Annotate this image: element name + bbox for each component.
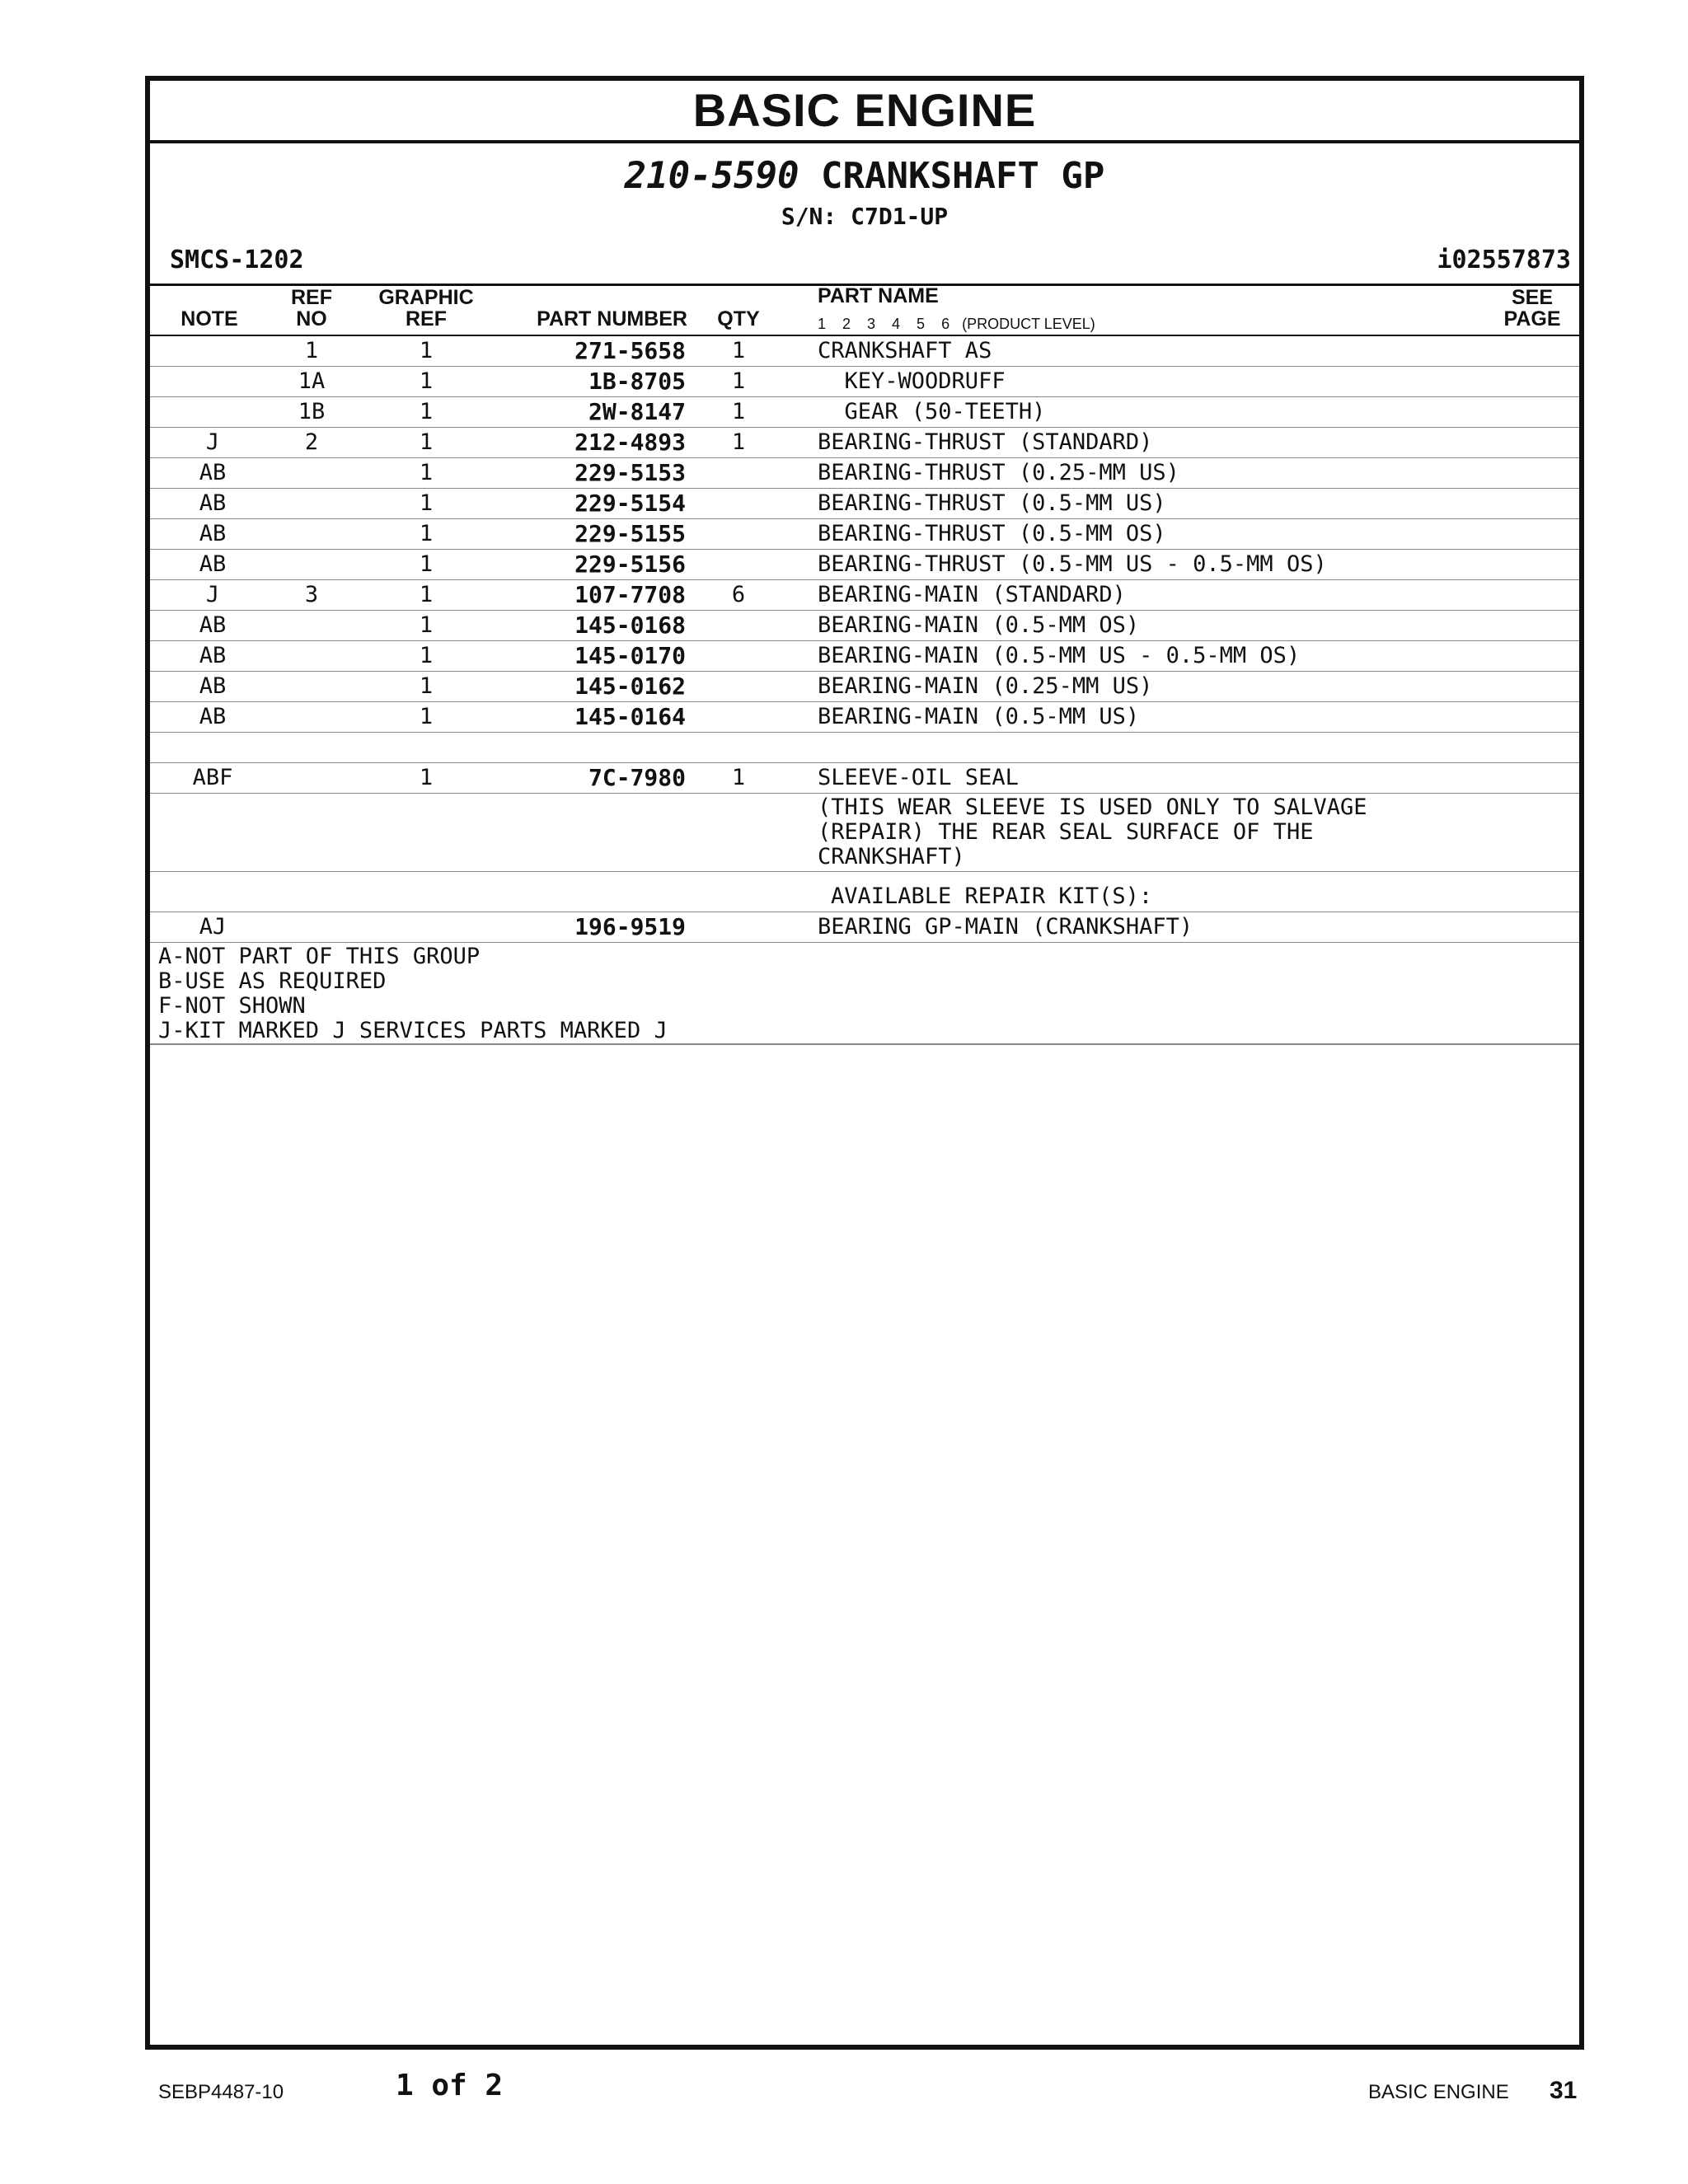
note-cell: AB bbox=[199, 612, 227, 638]
parts-table bbox=[150, 335, 1579, 1045]
part-number-cell: 145-0168 bbox=[574, 612, 686, 639]
section-title: BASIC ENGINE bbox=[150, 81, 1579, 143]
graphic-ref-cell: 1 bbox=[419, 399, 434, 424]
qty-cell: 1 bbox=[731, 429, 746, 455]
graphic-ref-cell: 1 bbox=[419, 460, 434, 485]
col-note: NOTE bbox=[181, 307, 238, 330]
note-cell: AB bbox=[199, 673, 227, 699]
table-row bbox=[150, 428, 1579, 458]
table-row bbox=[150, 397, 1579, 428]
illustration-id: i02557873 bbox=[1437, 246, 1571, 274]
part-number-cell: 212-4893 bbox=[574, 429, 686, 456]
kit-label: AVAILABLE REPAIR KIT(S): bbox=[831, 883, 1153, 909]
product-level: 1 2 3 4 5 6 (PRODUCT LEVEL) bbox=[818, 316, 1095, 332]
graphic-ref-cell: 1 bbox=[419, 429, 434, 455]
note-cell: J bbox=[205, 582, 220, 607]
note-cell: AB bbox=[199, 551, 227, 577]
part-name-cell: BEARING-MAIN (STANDARD) bbox=[818, 582, 1126, 607]
part-name-cell: KEY-WOODRUFF bbox=[818, 368, 1006, 394]
table-row bbox=[150, 336, 1579, 367]
note-cell: AB bbox=[199, 490, 227, 516]
doc-number: SEBP4487-10 bbox=[158, 2081, 284, 2103]
footnotes-row bbox=[150, 943, 1579, 1045]
serial-number: S/N: C7D1-UP bbox=[781, 203, 949, 230]
table-row bbox=[150, 458, 1579, 489]
graphic-ref-cell: 1 bbox=[419, 338, 434, 363]
graphic-ref-cell: 1 bbox=[419, 643, 434, 668]
page-frame bbox=[145, 76, 1584, 2050]
note-cell: AB bbox=[199, 460, 227, 485]
col-ref-no: REF NO bbox=[291, 286, 332, 330]
part-number-cell: 229-5156 bbox=[574, 551, 686, 578]
table-row bbox=[150, 367, 1579, 397]
ref-no-cell: 1A bbox=[298, 368, 326, 394]
note-cell: AB bbox=[199, 704, 227, 729]
sheet-indicator: 1 of 2 bbox=[396, 2069, 504, 2102]
part-name-cell: BEARING-THRUST (0.25-MM US) bbox=[818, 460, 1179, 485]
graphic-ref-cell: 1 bbox=[419, 551, 434, 577]
part-number-cell: 1B-8705 bbox=[588, 368, 686, 395]
part-number-cell: 145-0164 bbox=[574, 703, 686, 730]
group-title bbox=[150, 155, 1579, 197]
table-row bbox=[150, 611, 1579, 641]
note-cell: AB bbox=[199, 643, 227, 668]
graphic-ref-cell: 1 bbox=[419, 521, 434, 546]
graphic-ref-cell: 1 bbox=[419, 368, 434, 394]
col-graphic-ref: GRAPHIC REF bbox=[378, 286, 474, 330]
table-row bbox=[150, 672, 1579, 702]
ref-no-cell: 1B bbox=[298, 399, 326, 424]
part-name-cell: BEARING-THRUST (STANDARD) bbox=[818, 429, 1153, 455]
footnotes: A-NOT PART OF THIS GROUP B-USE AS REQUIRED F-NOT SHOWN J-KIT MARKED J SERVICES PARTS MARKED J bbox=[158, 944, 668, 1043]
table-row: ABF 1 7C-7980 1 SLEEVE-OIL SEAL bbox=[150, 763, 1579, 794]
qty-cell: 1 bbox=[731, 399, 746, 424]
graphic-ref-cell: 1 bbox=[419, 612, 434, 638]
part-name-cell: BEARING-MAIN (0.5-MM US - 0.5-MM OS) bbox=[818, 643, 1301, 668]
graphic-ref-cell: 1 bbox=[419, 582, 434, 607]
table-row bbox=[150, 519, 1579, 550]
table-row bbox=[150, 550, 1579, 580]
col-part-name: PART NAME bbox=[818, 284, 939, 307]
group-number: 210-5590 bbox=[624, 155, 799, 197]
note-cell: AB bbox=[199, 521, 227, 546]
page-number: 31 bbox=[1550, 2077, 1578, 2104]
col-see-page: SEE PAGE bbox=[1503, 286, 1561, 330]
table-row bbox=[150, 702, 1579, 733]
part-number-cell: 145-0162 bbox=[574, 673, 686, 700]
table-row bbox=[150, 641, 1579, 672]
part-name-cell: BEARING-MAIN (0.5-MM OS) bbox=[818, 612, 1140, 638]
part-name-cell: BEARING-MAIN (0.25-MM US) bbox=[818, 673, 1153, 699]
kit-label-row bbox=[150, 872, 1579, 912]
part-number-cell: 271-5658 bbox=[574, 337, 686, 364]
part-name-cell: GEAR (50-TEETH) bbox=[818, 399, 1046, 424]
graphic-ref-cell: 1 bbox=[419, 490, 434, 516]
part-number-cell: 229-5155 bbox=[574, 520, 686, 547]
qty-cell: 1 bbox=[731, 338, 746, 363]
part-number-cell: 2W-8147 bbox=[588, 398, 686, 425]
table-row: AJ 196-9519 BEARING GP-MAIN (CRANKSHAFT) bbox=[150, 912, 1579, 943]
col-part-number: PART NUMBER bbox=[537, 307, 687, 330]
part-number-cell: 229-5153 bbox=[574, 459, 686, 486]
part-name-cell: CRANKSHAFT AS bbox=[818, 338, 992, 363]
part-number-cell: 107-7708 bbox=[574, 581, 686, 608]
footer-section: BASIC ENGINE bbox=[1368, 2081, 1509, 2103]
blank-row bbox=[150, 733, 1579, 763]
part-number-cell: 145-0170 bbox=[574, 642, 686, 669]
part-number-cell: 229-5154 bbox=[574, 490, 686, 517]
ref-no-cell: 3 bbox=[304, 582, 319, 607]
sleeve-note-row bbox=[150, 794, 1579, 872]
part-name-cell: BEARING-MAIN (0.5-MM US) bbox=[818, 704, 1140, 729]
part-name-cell: BEARING-THRUST (0.5-MM US) bbox=[818, 490, 1166, 516]
table-row bbox=[150, 580, 1579, 611]
smcs-code: SMCS-1202 bbox=[170, 246, 304, 274]
note-cell: J bbox=[205, 429, 220, 455]
col-qty: QTY bbox=[717, 307, 760, 330]
ref-no-cell: 2 bbox=[304, 429, 319, 455]
group-name: CRANKSHAFT GP bbox=[821, 155, 1105, 197]
part-name-cell: BEARING-THRUST (0.5-MM US - 0.5-MM OS) bbox=[818, 551, 1327, 577]
qty-cell: 6 bbox=[731, 582, 746, 607]
graphic-ref-cell: 1 bbox=[419, 704, 434, 729]
graphic-ref-cell: 1 bbox=[419, 673, 434, 699]
ref-no-cell: 1 bbox=[304, 338, 319, 363]
sleeve-note: (THIS WEAR SLEEVE IS USED ONLY TO SALVAGE (REPAIR) THE REAR SEAL SURFACE OF THE CRANKSHAFT) bbox=[818, 794, 1367, 869]
qty-cell: 1 bbox=[731, 368, 746, 394]
part-name-cell: BEARING-THRUST (0.5-MM OS) bbox=[818, 521, 1166, 546]
table-row bbox=[150, 489, 1579, 519]
